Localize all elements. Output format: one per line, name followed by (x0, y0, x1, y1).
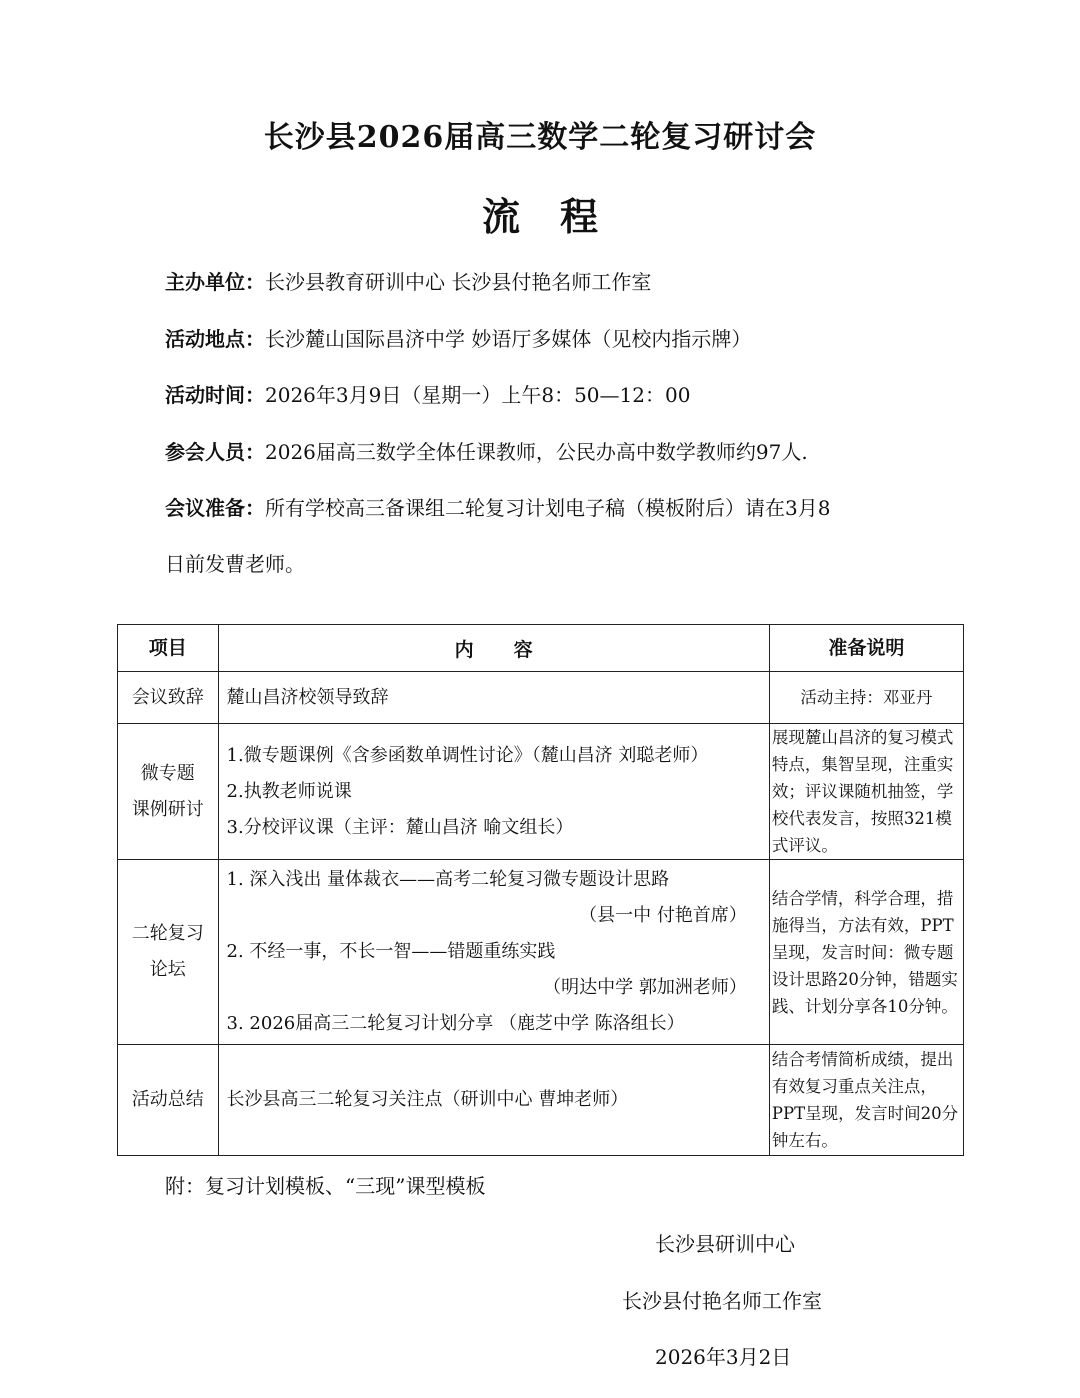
content-line: 麓山昌济校领导致辞 (226, 686, 389, 708)
content-line: 长沙县高三二轮复习关注点（研训中心 曹坤老师） (226, 1089, 629, 1110)
header-item: 项目 (118, 625, 219, 672)
schedule-table (117, 624, 964, 1156)
row-note: 展现麓山昌济的复习模式特点，集智呈现，注重实效；评议课随机抽签，学校代表发言，按照321模式评议。 (769, 724, 963, 860)
content-line: 1. 深入浅出 量体裁衣——高考二轮复习微专题设计思路 (226, 869, 670, 890)
content-line: 2. 不经一事，不长一智——错题重练实践 (226, 941, 556, 962)
row-item: 活动总结 (118, 1045, 219, 1156)
item-line: 论坛 (149, 959, 186, 980)
content-line: 2.执教老师说课 (226, 780, 352, 802)
row-content (218, 860, 769, 1045)
row-note: 结合学情，科学合理，措施得当，方法有效，PPT呈现，发言时间：微专题设计思路20分钟，错题实践、计划分享各10分钟。 (769, 860, 963, 1045)
info-value: 所有学校高三备课组二轮复习计划电子稿（模板附后）请在3月8 (265, 496, 831, 520)
document-subtitle: 流程 (481, 194, 638, 239)
info-label: 活动地点： (165, 327, 265, 351)
signature-org2: 长沙县付艳名师工作室 (622, 1289, 822, 1313)
item-line: 课例研讨 (131, 798, 204, 820)
info-time (165, 379, 690, 408)
info-value: 2026年3月9日（星期一）上午8：50—12：00 (265, 383, 691, 407)
info-label: 参会人员： (165, 440, 265, 464)
info-attendees (165, 436, 808, 465)
item-line: 微专题 (140, 762, 195, 784)
header-notes: 准备说明 (769, 625, 963, 672)
row-note: 活动主持：邓亚丹 (769, 672, 963, 724)
signature-org1: 长沙县研训中心 (655, 1232, 795, 1256)
document-title: 长沙县2026届高三数学二轮复习研讨会 (263, 120, 817, 155)
item-line: 二轮复习 (131, 923, 204, 944)
header-content: 内容 (218, 625, 769, 672)
content-line: 3. 2026届高三二轮复习计划分享 （鹿芝中学 陈洛组长） (226, 1013, 685, 1034)
appendix-note: 附：复习计划模板、“三现”课型模板 (165, 1174, 486, 1198)
table-row (118, 860, 964, 1045)
row-note: 结合考情简析成绩，提出有效复习重点关注点，PPT呈现，发言时间20分钟左右。 (769, 1045, 963, 1156)
info-preparation-continuation: 日前发曹老师。 (165, 552, 305, 576)
content-line: （县一中 付艳首席） (579, 905, 747, 926)
table-row (118, 1045, 964, 1156)
info-preparation (165, 492, 830, 521)
info-value: 长沙麓山国际昌济中学 妙语厅多媒体（见校内指示牌） (265, 327, 752, 351)
info-value: 2026届高三数学全体任课教师，公民办高中数学教师约97人. (265, 440, 808, 464)
info-value: 长沙县教育研训中心 长沙县付艳名师工作室 (265, 270, 652, 294)
info-organizer (165, 266, 651, 295)
row-content (218, 672, 769, 724)
table-row (118, 672, 964, 724)
row-item: 会议致辞 (118, 672, 219, 724)
row-content (218, 724, 769, 860)
info-label: 活动时间： (165, 383, 265, 407)
content-line: （明达中学 郭加洲老师） (543, 977, 747, 998)
info-label: 主办单位： (165, 270, 265, 294)
signature-date: 2026年3月2日 (655, 1345, 792, 1369)
info-label: 会议准备： (165, 496, 265, 520)
row-item (118, 860, 219, 1045)
row-item (118, 724, 219, 860)
table-row (118, 724, 964, 860)
content-line: 3.分校评议课（主评：麓山昌济 喻文组长） (226, 816, 574, 838)
info-location (165, 323, 751, 352)
row-content (218, 1045, 769, 1156)
content-line: 1.微专题课例《含参函数单调性讨论》（麓山昌济 刘聪老师） (226, 744, 709, 766)
table-header-row (118, 625, 964, 672)
